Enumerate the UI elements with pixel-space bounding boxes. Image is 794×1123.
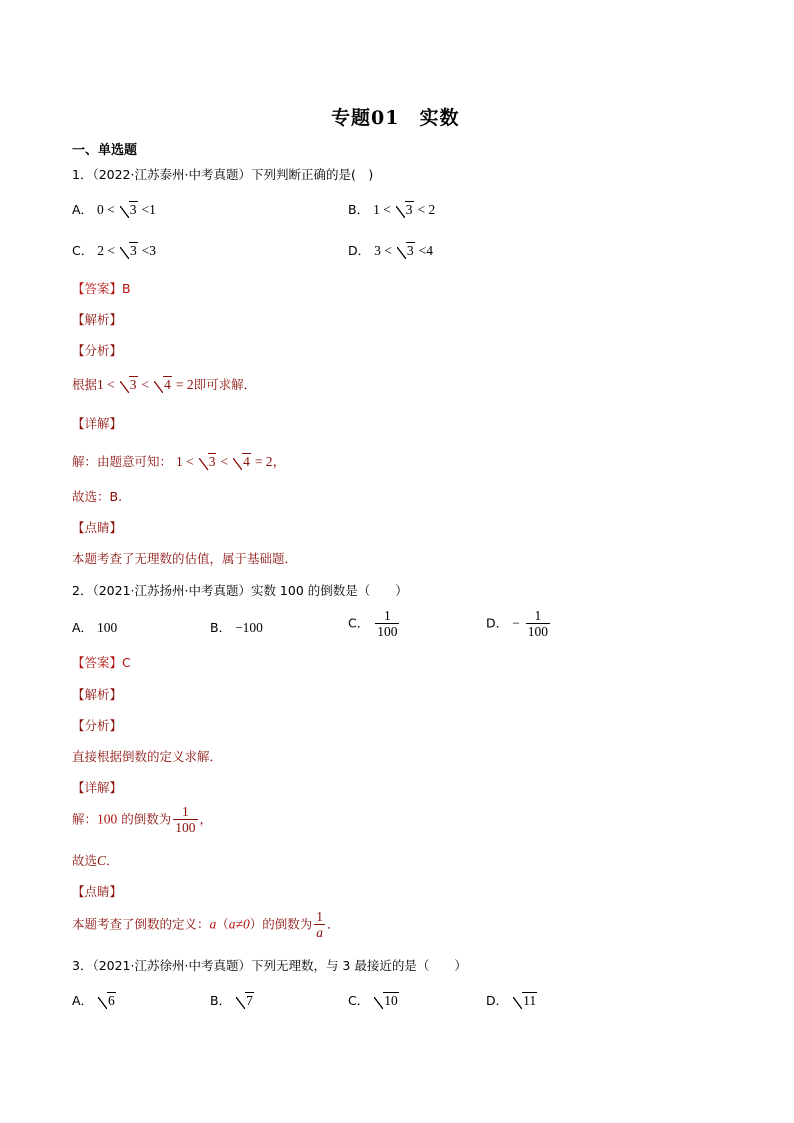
text-fragment: 的倒数为 (262, 916, 313, 932)
option-label: D． (486, 993, 509, 1008)
q1-dianjing-label: 【点睛】 (72, 520, 123, 535)
sqrt-expression (233, 454, 251, 470)
q1-comment: 本题考查了无理数的估值，属于基础题． (72, 551, 298, 566)
q3-option-d (486, 991, 537, 1009)
option-label: B． (210, 620, 232, 635)
text-fragment: ， (199, 811, 213, 827)
minus-sign: − (512, 615, 520, 631)
q2-jiexi-label: 【解析】 (72, 687, 123, 702)
denominator: 100 (527, 624, 548, 640)
q3-option-c (348, 991, 399, 1009)
math-right: <1 (141, 202, 156, 217)
fraction (375, 609, 399, 639)
q2-fenxi-text: 直接根据倒数的定义求解． (72, 749, 223, 764)
sqrt-expression (98, 993, 116, 1009)
sqrt-expression (374, 993, 399, 1009)
text-fragment: 即可求解． (193, 377, 257, 392)
radicand: 3 (129, 377, 137, 392)
option-label: A． (72, 620, 94, 635)
q2-choose (72, 851, 119, 869)
text-fragment: 解： (72, 811, 98, 827)
option-value: −100 (235, 620, 263, 635)
radicand: 4 (243, 454, 250, 469)
math-fragment: 1 < (176, 454, 194, 469)
q1-jiexi-label: 【解析】 (72, 312, 123, 327)
math-fragment: < (220, 454, 229, 469)
numerator: 1 (316, 909, 323, 924)
q1-fenxi-text (72, 375, 256, 393)
radicand: 7 (246, 993, 253, 1008)
section-heading: 一、单选题 (72, 143, 138, 158)
q2-option-b (210, 618, 263, 636)
text-fragment: 根据 (72, 377, 98, 392)
math-left: 2 < (97, 243, 115, 258)
q2-answer: 【答案】C (72, 655, 131, 670)
option-label: A． (72, 993, 94, 1008)
text-fragment: 本题考查了倒数的定义： (72, 916, 210, 932)
sqrt-expression (513, 993, 537, 1009)
sqrt-expression (397, 243, 415, 259)
fraction (526, 609, 550, 639)
denominator: a (316, 925, 323, 941)
text-fragment: 故选 (72, 853, 98, 868)
numerator: 1 (383, 608, 391, 623)
radicand: 6 (108, 993, 115, 1008)
option-label: C． (348, 993, 370, 1008)
radicand: 11 (523, 993, 537, 1008)
math-fragment: a (209, 916, 217, 932)
q2-option-c (348, 609, 401, 639)
radicand: 3 (405, 202, 413, 217)
math-right: < 2 (417, 202, 436, 217)
q1-fenxi-label: 【分析】 (72, 343, 123, 358)
q2-xiangjie-label: 【详解】 (72, 780, 123, 795)
text-fragment: ． (326, 916, 340, 932)
q1-stem: 1．（2022·江苏泰州·中考真题）下列判断正确的是( ) (72, 167, 374, 182)
q3-option-b (210, 991, 254, 1009)
q1-option-d (348, 241, 433, 259)
math-left: 3 < (374, 243, 392, 258)
radicand: 3 (208, 454, 216, 469)
sqrt-expression (120, 202, 138, 218)
denominator: 100 (175, 820, 196, 836)
option-label: C． (348, 615, 370, 631)
radicand: 3 (129, 243, 137, 258)
sqrt-expression (154, 377, 172, 393)
text-fragment: ） (249, 916, 263, 932)
q1-xiangjie-text (72, 450, 286, 470)
q2-comment (72, 910, 340, 940)
q1-answer: 【答案】B (72, 281, 131, 296)
q3-stem: 3．（2021·江苏徐州·中考真题）下列无理数，与 3 最接近的是（ ） (72, 958, 467, 973)
q2-option-a (72, 618, 117, 636)
option-label: D． (348, 243, 371, 258)
option-label: C． (72, 243, 94, 258)
sqrt-expression (199, 454, 217, 470)
fraction (314, 910, 325, 940)
math-right: <4 (418, 243, 433, 258)
q3-option-a (72, 991, 116, 1009)
q1-choose: 故选：B. (72, 489, 123, 504)
text-fragment: 的倒数为 (117, 811, 172, 827)
sqrt-expression (120, 377, 138, 393)
q2-fenxi-label: 【分析】 (72, 718, 123, 733)
option-label: B． (210, 993, 232, 1008)
value-fragment: 100 (97, 811, 118, 827)
math-fragment: 1 < (97, 377, 115, 392)
q1-option-c (72, 241, 156, 259)
q1-xiangjie-label: 【详解】 (72, 416, 123, 431)
q1-option-a (72, 200, 156, 218)
option-label: B． (348, 202, 370, 217)
q2-dianjing-label: 【点睛】 (72, 884, 123, 899)
math-fragment: = 2， (254, 454, 287, 469)
math-fragment: a≠0 (228, 916, 250, 932)
math-fragment: < (141, 377, 150, 392)
option-label: D． (486, 615, 509, 631)
option-value: 100 (97, 620, 118, 635)
q2-option-d (486, 609, 552, 639)
numerator: 1 (534, 608, 542, 623)
sqrt-expression (120, 243, 138, 259)
page-title: 专题01 实数 (331, 107, 460, 129)
radicand: 10 (384, 993, 398, 1008)
math-right: <3 (141, 243, 157, 258)
radicand: 3 (406, 243, 414, 258)
q1-option-b (348, 200, 435, 218)
text-fragment: （ (216, 916, 229, 932)
q2-xiangjie-text (72, 805, 212, 835)
radicand: 3 (129, 202, 137, 217)
text-fragment: ． (106, 853, 119, 868)
radicand: 4 (164, 377, 171, 392)
sqrt-expression (236, 993, 254, 1009)
option-label: A． (72, 202, 94, 217)
sqrt-expression (396, 202, 414, 218)
value-fragment: C (97, 853, 107, 868)
text-fragment: 解：由题意可知： (72, 454, 173, 469)
denominator: 100 (377, 624, 398, 640)
numerator: 1 (182, 804, 189, 819)
math-left: 1 < (373, 202, 391, 217)
math-left: 0 < (97, 202, 115, 217)
q2-stem: 2．（2021·江苏扬州·中考真题）实数 100 的倒数是（ ） (72, 583, 408, 598)
fraction (173, 805, 197, 835)
math-fragment: = 2 (175, 377, 194, 392)
